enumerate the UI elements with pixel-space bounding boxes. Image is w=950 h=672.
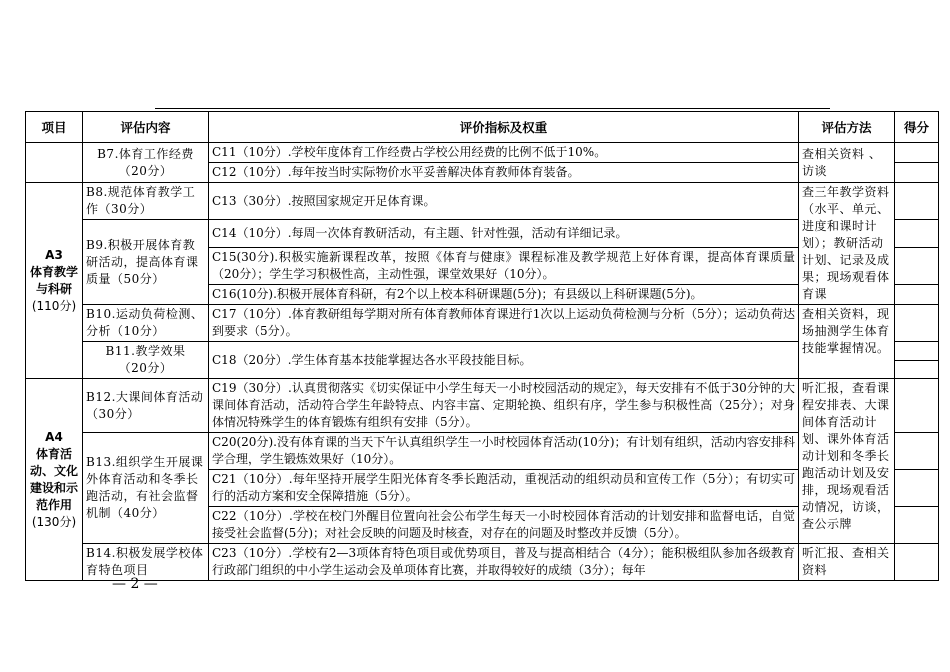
- content-b10: B10.运动负荷检测、分析（10分）: [83, 305, 209, 342]
- project-a3-points: (110分): [31, 298, 77, 313]
- content-b9: B9.积极开展体育教研活动，提高体育课质量（50分）: [83, 220, 209, 305]
- content-b7: B7.体育工作经费 （20分）: [83, 143, 209, 183]
- indicator-c22: C22（10分）.学校在校门外醒目位置向社会公布学生每天一小时校园体育活动的计划安排和监督电话，自觉接受社会监督(5分)；对社会反映的问题及时核查，对存在的问题及时整改并反馈（5分）。: [209, 507, 799, 544]
- score-cell: [895, 379, 939, 433]
- header-content: 评估内容: [83, 112, 209, 143]
- project-a4: [26, 379, 83, 581]
- top-rule: [155, 108, 830, 109]
- score-cell: [895, 285, 939, 305]
- table-row: [26, 544, 939, 581]
- indicator-c14: C14（10分）.每周一次体育教研活动，有主题、针对性强，活动有详细记录。: [209, 220, 799, 248]
- score-cell: [895, 342, 939, 361]
- score-cell: [895, 220, 939, 248]
- score-cell: [895, 507, 939, 544]
- score-cell: [895, 544, 939, 581]
- project-a4-title: 体育活动、文化建设和示范作用: [29, 446, 78, 512]
- header-indicators: 评价指标及权重: [209, 112, 799, 143]
- content-b14: B14.积极发展学校体育特色项目: [83, 544, 209, 581]
- indicator-c20: C20(20分).没有体育课的当天下午认真组织学生一小时校园体育活动(10分)；有计划有组织，活动内容安排科学合理，学生锻炼效果好（10分）。: [209, 433, 799, 470]
- score-cell: [895, 360, 939, 379]
- indicator-c18: C18（20分）.学生体育基本技能掌握达各水平段技能目标。: [209, 342, 799, 379]
- score-cell: [895, 470, 939, 507]
- indicator-c23: C23（10分）.学校有2—3项体育特色项目或优势项目，普及与提高相结合（4分）；能积极组队参加各级教育行政部门组织的中小学生运动会及单项体育比赛，并取得较好的成绩（3分）；每年: [209, 544, 799, 581]
- content-b12: B12.大课间体育活动（30分）: [83, 379, 209, 433]
- content-b8: B8.规范体育教学工作（30分）: [83, 183, 209, 220]
- score-cell: [895, 248, 939, 285]
- score-cell: [895, 433, 939, 470]
- table-header-row: [26, 112, 939, 143]
- content-b11: B11.教学效果 （20分）: [83, 342, 209, 379]
- indicator-c12: C12（10分）.每年按当时实际物价水平妥善解决体育教师体育装备。: [209, 163, 799, 183]
- score-cell: [895, 305, 939, 342]
- table-row: [26, 183, 939, 220]
- table-row: [26, 143, 939, 163]
- indicator-c21: C21（10分）.每年坚持开展学生阳光体育冬季长跑活动，重视活动的组织动员和宣传工作（5分）；有切实可行的活动方案和安全保障措施（5分）。: [209, 470, 799, 507]
- table-row: [26, 379, 939, 433]
- project-a3-title: 体育教学与科研: [29, 264, 78, 296]
- project-a4-points: (130分): [31, 514, 77, 529]
- score-cell: [895, 163, 939, 183]
- score-cell: [895, 183, 939, 220]
- table-row: [26, 305, 939, 342]
- project-a4-code: A4: [45, 429, 63, 444]
- score-cell: [895, 143, 939, 163]
- project-a3: [26, 183, 83, 379]
- indicator-c13: C13（30分）.按照国家规定开足体育课。: [209, 183, 799, 220]
- project-cell-empty: [26, 143, 83, 183]
- header-score: 得分: [895, 112, 939, 143]
- page-number-text: — 2 —: [112, 576, 158, 592]
- method-a3-load: 查相关资料，现场抽测学生体育技能掌握情况。: [799, 305, 895, 379]
- header-project: 项目: [26, 112, 83, 143]
- evaluation-table: [25, 111, 939, 581]
- indicator-c15: C15(30分).积极实施新课程改革，按照《体育与健康》课程标准及教学规范上好体育课，提高体育课质量（20分）；学生学习积极性高，主动性强，课堂效果好（10分）。: [209, 248, 799, 285]
- content-b13: B13.组织学生开展课外体育活动和冬季长跑活动，有社会监督机制（40分）: [83, 433, 209, 544]
- method-a3-teaching: 查三年教学资料（水平、单元、进度和课时计划）；教研活动计划、记录及成果；现场观看体育课: [799, 183, 895, 305]
- indicator-c16: C16(10分).积极开展体育科研，有2个以上校本科研课题(5分)；有县级以上科研课题(5分)。: [209, 285, 799, 305]
- method-a4-activities: 听汇报，查看课程安排表、大课间体育活动计划、课外体育活动计划和冬季长跑活动计划及安排，现场观看活动情况，访谈，查公示牌: [799, 379, 895, 544]
- indicator-c19: C19（30分）.认真贯彻落实《切实保证中小学生每天一小时校园活动的规定》，每天安排有不低于30分钟的大课间体育活动，活动符合学生年龄特点、内容丰富、定期轮换、组织有序，学生参与积极性高（25分）；对身体情况特殊学生的体育锻炼有组织有安排（5分）。: [209, 379, 799, 433]
- project-a3-code: A3: [45, 247, 63, 262]
- method-b7: 查相关资料 、访谈: [799, 143, 895, 183]
- method-a4-specialty: 听汇报、查相关资料: [799, 544, 895, 581]
- header-method: 评估方法: [799, 112, 895, 143]
- indicator-c17: C17（10分）.体育教研组每学期对所有体育教师体育课进行1次以上运动负荷检测与分析（5分）；运动负荷达到要求（5分）。: [209, 305, 799, 342]
- indicator-c11: C11（10分）.学校年度体育工作经费占学校公用经费的比例不低于10%。: [209, 143, 799, 163]
